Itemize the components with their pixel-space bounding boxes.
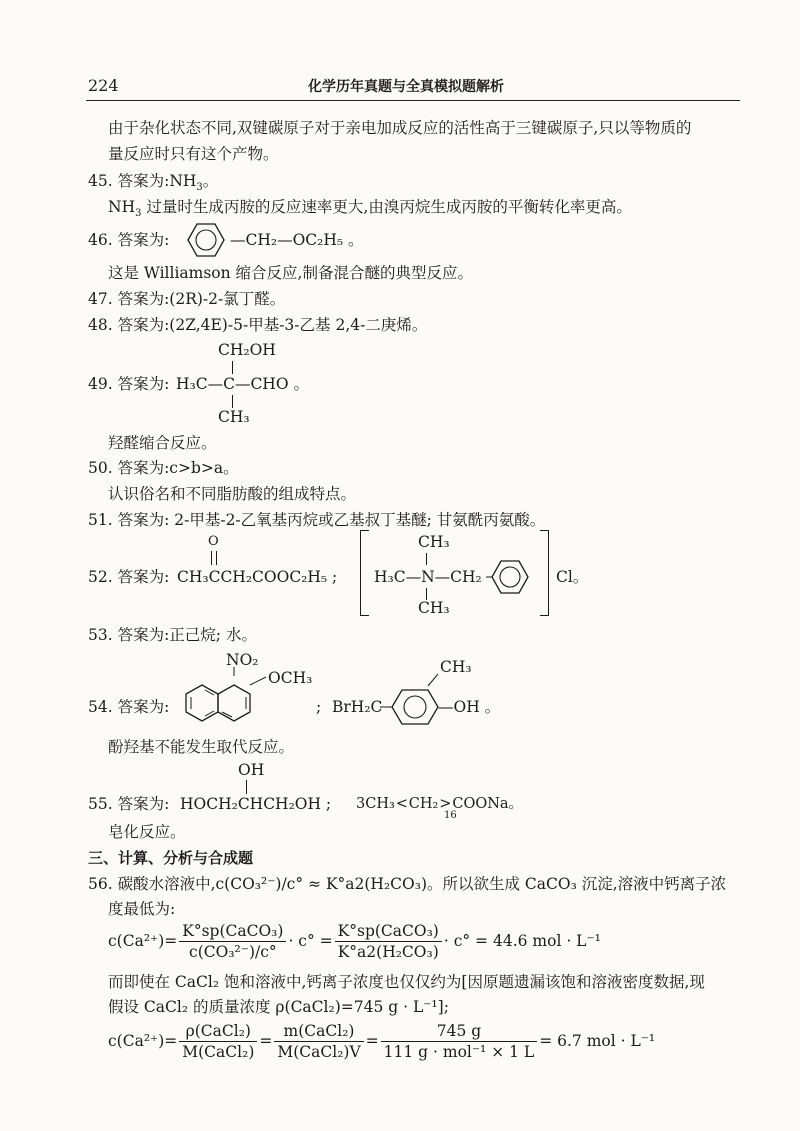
answer-54-bromomethyl: BrH₂C xyxy=(332,698,383,716)
answer-50: 50. 答案为:c>b>a。 xyxy=(88,459,239,477)
answer-49-prefix: 49. 答案为: xyxy=(88,375,170,393)
answer-52-ch3-bottom: CH₃ xyxy=(418,599,450,617)
answer-46-explanation: 这是 Williamson 缩合反应,制备混合醚的典型反应。 xyxy=(108,264,473,282)
answer-46-prefix: 46. 答案为: xyxy=(88,231,170,249)
answer-51: 51. 答案为: 2-甲基-2-乙氧基丙烷或乙基叔丁基醚; 甘氨酰丙氨酸。 xyxy=(88,511,546,529)
answer-55-hydroxyl: OH xyxy=(238,761,265,779)
answer-49-top-group: CH₂OH xyxy=(218,341,276,359)
answer-45-explanation: $NH_3$ 过量时生成丙胺的反应速率更大,由溴丙烷生成丙胺的平衡转化率更高。 xyxy=(108,198,632,220)
subscript-16: 16 xyxy=(444,810,457,821)
answer-54-hydroxyl: —OH 。 xyxy=(438,698,501,716)
answer-55-prefix: 55. 答案为: xyxy=(88,795,170,813)
answer-54-methyl: CH₃ xyxy=(440,658,472,676)
para-44-line2: 量反应时只有这个产物。 xyxy=(108,145,279,163)
carbonyl-oxygen: O xyxy=(208,534,219,549)
answer-55-explanation: 皂化反应。 xyxy=(108,823,186,841)
answer-47: 47. 答案为:(2R)-2-氯丁醛。 xyxy=(88,290,286,308)
benzene-ring-icon xyxy=(176,218,236,262)
methoxy-group: OCH₃ xyxy=(268,669,313,687)
double-bond xyxy=(211,551,217,565)
left-bracket xyxy=(360,530,369,616)
answer-55-glycerol: HOCH₂CHCH₂OH ; xyxy=(180,795,332,813)
q56-line4: 假设 CaCl₂ 的质量浓度 ρ(CaCl₂)=745 g · L⁻¹]; xyxy=(108,998,449,1016)
bond-line xyxy=(426,553,427,565)
benzene-ring-icon xyxy=(486,554,538,600)
equation-2: c(Ca²⁺)= $\frac{\text{ρ(CaCl₂)}}{\text{M(CaCl₂)}}$ = $\frac{\text{m(CaCl₂)}}{\text{M(CaCl₂)V}}$ = $\frac{745 g}{\text{111 g · mol⁻¹ × 1 L}}$ = 6.7 mol · L⁻¹ xyxy=(108,1021,656,1061)
para-44-line1: 由于杂化状态不同,双键碳原子对于亲电加成反应的活性高于三键碳原子,只以等物质的 xyxy=(108,119,692,137)
answer-54-separator: ; xyxy=(316,698,322,716)
answer-53: 53. 答案为:正己烷; 水。 xyxy=(88,626,257,644)
answer-54-prefix: 54. 答案为: xyxy=(88,698,170,716)
answer-55-soap: 3CH₃<CH₂>COONa。 xyxy=(356,796,524,812)
running-title: 化学历年真题与全真模拟题解析 xyxy=(308,79,504,95)
answer-52-amine: H₃C—N—CH₂ xyxy=(374,568,482,586)
equation-1: c(Ca²⁺)= $\frac{\text{K°sp(CaCO₃)}}{\text{c(CO₃²⁻)/c°}}$ · c° = $\frac{\text{K°sp(CaCO₃)}}{\text{K°a2(H₂CO₃)}}$ · c° = 44.6 mol · L⁻¹ xyxy=(108,921,601,961)
answer-52-ester: CH₃CCH₂COOC₂H₅ ; xyxy=(177,568,338,586)
page-number: 224 xyxy=(88,76,119,95)
answer-52-chloride: Cl。 xyxy=(556,568,589,586)
answer-49-main: H₃C—C—CHO 。 xyxy=(176,375,309,393)
answer-49-bottom-group: CH₃ xyxy=(218,408,250,426)
bond-line xyxy=(232,361,233,374)
naphthalene-ring-icon xyxy=(176,666,272,732)
answer-48: 48. 答案为:(2Z,4E)-5-甲基-3-乙基 2,4-二庚烯。 xyxy=(88,316,428,334)
answer-52-prefix: 52. 答案为: xyxy=(88,568,170,586)
answer-49-explanation: 羟醛缩合反应。 xyxy=(108,434,217,452)
bond-line xyxy=(246,780,247,794)
q56-line2: 度最低为: xyxy=(108,900,176,918)
nitro-group: NO₂ xyxy=(226,651,259,669)
answer-54-explanation: 酚羟基不能发生取代反应。 xyxy=(108,738,295,756)
answer-52-ch3-top: CH₃ xyxy=(418,533,450,551)
q56-line3: 而即使在 CaCl₂ 饱和溶液中,钙离子浓度也仅仅约为[因原题遗漏该饱和溶液密度数据,现 xyxy=(108,973,705,991)
section-heading: 三、计算、分析与合成题 xyxy=(88,849,254,867)
answer-45: 45. 答案为$:NH_3$。 xyxy=(88,172,219,194)
q56-line1: 56. 碳酸水溶液中,c(CO₃²⁻)/c° ≈ K°a2(H₂CO₃)。所以欲生成 CaCO₃ 沉淀,溶液中钙离子浓 xyxy=(88,875,727,893)
right-bracket xyxy=(540,530,549,616)
header-rule xyxy=(86,100,740,101)
answer-46-chain: —CH₂—OC₂H₅ 。 xyxy=(230,231,364,249)
answer-50-explanation: 认识俗名和不同脂肪酸的组成特点。 xyxy=(108,485,357,503)
